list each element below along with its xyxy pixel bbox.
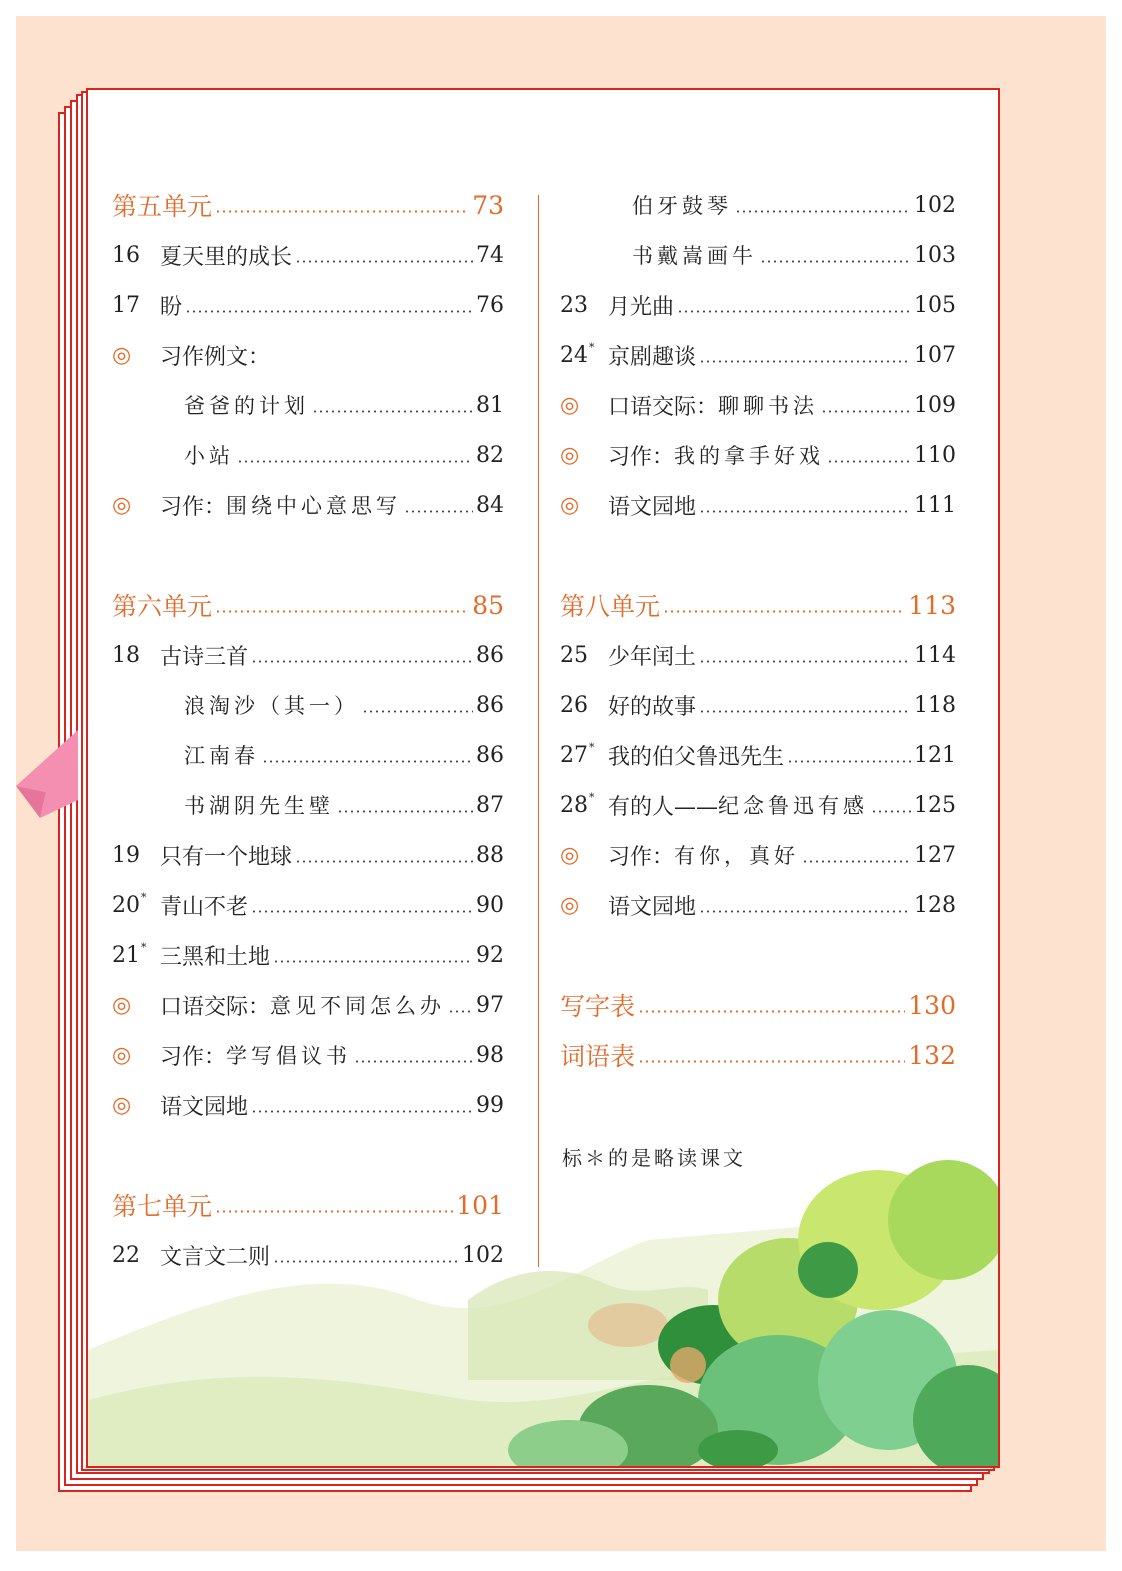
- dot-leader: [215, 210, 469, 213]
- double-circle-icon: ◎: [112, 342, 132, 368]
- dot-leader: [699, 910, 911, 913]
- toc-entry[interactable]: [112, 338, 504, 372]
- page-number: 102: [914, 192, 956, 218]
- page-number: 84: [476, 492, 504, 518]
- dot-leader: [638, 1010, 905, 1013]
- entry-title: 文言文二则: [160, 1244, 271, 1270]
- page-number: 90: [476, 892, 504, 918]
- lesson-number: 16: [112, 242, 140, 268]
- entry-title: 江南春: [184, 744, 259, 768]
- toc-entry[interactable]: [112, 938, 504, 972]
- toc-entry[interactable]: [112, 588, 504, 622]
- page-number: 102: [462, 1242, 504, 1268]
- dot-leader: [699, 360, 911, 363]
- dot-leader: [827, 460, 911, 463]
- page-number: 132: [908, 1040, 956, 1070]
- lesson-number: 19: [112, 842, 140, 868]
- page-number: 87: [476, 792, 504, 818]
- toc-entry[interactable]: [112, 888, 504, 922]
- page-number: 121: [914, 742, 956, 768]
- page-number: 82: [476, 442, 504, 468]
- entry-title: 三黑和土地: [160, 944, 271, 970]
- double-circle-icon: ◎: [112, 992, 132, 1018]
- page-number: 81: [476, 392, 504, 418]
- dot-leader: [362, 710, 473, 713]
- dot-leader: [215, 1210, 453, 1213]
- page-number: 118: [914, 692, 956, 718]
- toc-entry[interactable]: [560, 688, 956, 722]
- toc-entry[interactable]: [112, 488, 504, 522]
- unit-heading: 词语表: [560, 1042, 636, 1071]
- toc-entry[interactable]: [560, 238, 956, 272]
- unit-heading: 第五单元: [112, 192, 213, 221]
- unit-heading: 第七单元: [112, 1192, 213, 1221]
- entry-subtitle: 学写倡议书: [226, 1044, 352, 1068]
- entry-title: 夏天里的成长: [160, 244, 293, 270]
- lesson-number: 18: [112, 642, 140, 668]
- toc-entry[interactable]: [112, 388, 504, 422]
- lesson-number: 23: [560, 292, 588, 318]
- entry-title: 只有一个地球: [160, 844, 293, 870]
- page-number: 86: [476, 642, 504, 668]
- skim-reading-star: *: [589, 740, 595, 754]
- dot-leader: [787, 760, 911, 763]
- double-circle-icon: ◎: [112, 1042, 132, 1068]
- dot-leader: [735, 210, 911, 213]
- entry-title: 好的故事: [608, 694, 697, 720]
- entry-title: 习作：: [608, 844, 675, 870]
- toc-entry[interactable]: [112, 188, 504, 222]
- entry-title: 古诗三首: [160, 644, 249, 670]
- dot-leader: [273, 1260, 459, 1263]
- page-number: 99: [476, 1092, 504, 1118]
- lesson-number: 26: [560, 692, 588, 718]
- entry-title: 爸爸的计划: [184, 394, 309, 418]
- toc-entry[interactable]: [112, 788, 504, 822]
- toc-entry[interactable]: [560, 788, 956, 822]
- page-number: 110: [914, 442, 956, 468]
- page-number: 88: [476, 842, 504, 868]
- dot-leader: [638, 1060, 905, 1063]
- page-number: 107: [914, 342, 956, 368]
- entry-title: 习作例文：: [160, 344, 271, 370]
- dot-leader: [312, 410, 473, 413]
- lesson-number: 20*: [112, 890, 147, 918]
- dot-leader: [699, 710, 911, 713]
- double-circle-icon: ◎: [112, 492, 132, 518]
- toc-entry[interactable]: [560, 588, 956, 622]
- toc-entry[interactable]: [112, 1238, 504, 1272]
- toc-entry[interactable]: [560, 838, 956, 872]
- pink-ribbon-marker: [16, 730, 78, 818]
- toc-entry[interactable]: [112, 1038, 504, 1072]
- entry-title: 有的人——: [608, 794, 719, 820]
- double-circle-icon: ◎: [560, 442, 580, 468]
- dot-leader: [295, 260, 473, 263]
- page-number: 85: [472, 590, 504, 620]
- entry-title: 习作：: [160, 1044, 227, 1070]
- page-number: 109: [914, 392, 956, 418]
- toc-page: [86, 88, 1000, 1468]
- page-number: 73: [472, 190, 504, 220]
- page-number: 86: [476, 742, 504, 768]
- column-divider: [538, 195, 539, 1267]
- entry-title: 口语交际：: [608, 394, 719, 420]
- dot-leader: [871, 810, 911, 813]
- dot-leader: [760, 260, 911, 263]
- toc-entry[interactable]: [112, 238, 504, 272]
- page-number: 92: [476, 942, 504, 968]
- toc-entry[interactable]: [560, 888, 956, 922]
- page-number: 97: [476, 992, 504, 1018]
- toc-entry[interactable]: [112, 1188, 504, 1222]
- page-number: 111: [914, 492, 956, 518]
- entry-title: 习作：: [160, 494, 227, 520]
- entry-title: 月光曲: [608, 294, 675, 320]
- entry-subtitle: 纪念鲁迅有感: [718, 794, 869, 818]
- lesson-number: 25: [560, 642, 588, 668]
- entry-title: 小站: [184, 444, 234, 468]
- dot-leader: [237, 460, 473, 463]
- entry-subtitle: 意见不同怎么办: [270, 994, 446, 1018]
- page-number: 98: [476, 1042, 504, 1068]
- toc-entry[interactable]: [112, 838, 504, 872]
- lesson-number: 28*: [560, 790, 595, 818]
- dot-leader: [448, 1010, 473, 1013]
- double-circle-icon: ◎: [112, 1092, 132, 1118]
- lesson-number: 21*: [112, 940, 147, 968]
- toc-entry[interactable]: [560, 438, 956, 472]
- unit-heading: 写字表: [560, 992, 636, 1021]
- page-number: 125: [914, 792, 956, 818]
- page-number: 86: [476, 692, 504, 718]
- toc-entry[interactable]: [112, 288, 504, 322]
- toc-entry[interactable]: [560, 1038, 956, 1072]
- entry-title: 盼: [160, 294, 183, 320]
- dot-leader: [295, 860, 473, 863]
- entry-title: 语文园地: [160, 1094, 249, 1120]
- toc-entry[interactable]: [112, 688, 504, 722]
- entry-title: 语文园地: [608, 494, 697, 520]
- toc-entry[interactable]: [560, 188, 956, 222]
- dot-leader: [251, 660, 473, 663]
- entry-title: 浪淘沙（其一）: [184, 694, 359, 718]
- toc-entry[interactable]: [560, 388, 956, 422]
- dot-leader: [802, 860, 911, 863]
- dot-leader: [404, 510, 473, 513]
- entry-title: 口语交际：: [160, 994, 271, 1020]
- toc-entry[interactable]: [112, 1088, 504, 1122]
- skim-reading-star: *: [141, 940, 147, 954]
- unit-heading: 第六单元: [112, 592, 213, 621]
- toc-entry[interactable]: [112, 638, 504, 672]
- entry-title: 语文园地: [608, 894, 697, 920]
- entry-subtitle: 围绕中心意思写: [226, 494, 402, 518]
- lesson-number: 24*: [560, 340, 595, 368]
- footnote: 标＊的是略读课文: [562, 1146, 746, 1170]
- dot-leader: [251, 1110, 473, 1113]
- dot-leader: [699, 660, 911, 663]
- entry-subtitle: 我的拿手好戏: [674, 444, 825, 468]
- skim-reading-star: *: [589, 790, 595, 804]
- skim-reading-star: *: [589, 340, 595, 354]
- lesson-number: 17: [112, 292, 140, 318]
- toc-entry[interactable]: [560, 288, 956, 322]
- dot-leader: [354, 1060, 473, 1063]
- dot-leader: [677, 310, 911, 313]
- page-number: 113: [908, 590, 956, 620]
- double-circle-icon: ◎: [560, 492, 580, 518]
- entry-title: 少年闰土: [608, 644, 697, 670]
- entry-title: 书戴嵩画牛: [632, 244, 757, 268]
- entry-subtitle: 有你，真好: [674, 844, 800, 868]
- entry-title: 习作：: [608, 444, 675, 470]
- lesson-number: 27*: [560, 740, 595, 768]
- toc-entry[interactable]: [112, 988, 504, 1022]
- page-number: 114: [914, 642, 956, 668]
- unit-heading: 第八单元: [560, 592, 661, 621]
- page-number: 76: [476, 292, 504, 318]
- dot-leader: [337, 810, 473, 813]
- double-circle-icon: ◎: [560, 892, 580, 918]
- dot-leader: [663, 610, 905, 613]
- toc-entry[interactable]: [560, 988, 956, 1022]
- entry-title: 青山不老: [160, 894, 249, 920]
- dot-leader: [273, 960, 473, 963]
- page-number: 130: [908, 990, 956, 1020]
- toc-entry[interactable]: [560, 638, 956, 672]
- entry-title: 书湖阴先生壁: [184, 794, 334, 818]
- double-circle-icon: ◎: [560, 392, 580, 418]
- toc-entry[interactable]: [560, 738, 956, 772]
- double-circle-icon: ◎: [560, 842, 580, 868]
- dot-leader: [699, 510, 911, 513]
- dot-leader: [262, 760, 473, 763]
- page-number: 74: [476, 242, 504, 268]
- lesson-number: 22: [112, 1242, 140, 1268]
- page-number: 103: [914, 242, 956, 268]
- dot-leader: [251, 910, 473, 913]
- dot-leader: [185, 310, 473, 313]
- page-number: 127: [914, 842, 956, 868]
- entry-title: 京剧趣谈: [608, 344, 697, 370]
- page-number: 128: [914, 892, 956, 918]
- page-number: 105: [914, 292, 956, 318]
- toc-entry[interactable]: [112, 438, 504, 472]
- dot-leader: [215, 610, 469, 613]
- dot-leader: [821, 410, 911, 413]
- toc-entry[interactable]: [560, 338, 956, 372]
- toc-entry[interactable]: [560, 488, 956, 522]
- page-number: 101: [456, 1190, 504, 1220]
- toc-entry[interactable]: [112, 738, 504, 772]
- skim-reading-star: *: [141, 890, 147, 904]
- entry-subtitle: 聊聊书法: [718, 394, 819, 418]
- entry-title: 伯牙鼓琴: [632, 194, 732, 218]
- entry-title: 我的伯父鲁迅先生: [608, 744, 785, 770]
